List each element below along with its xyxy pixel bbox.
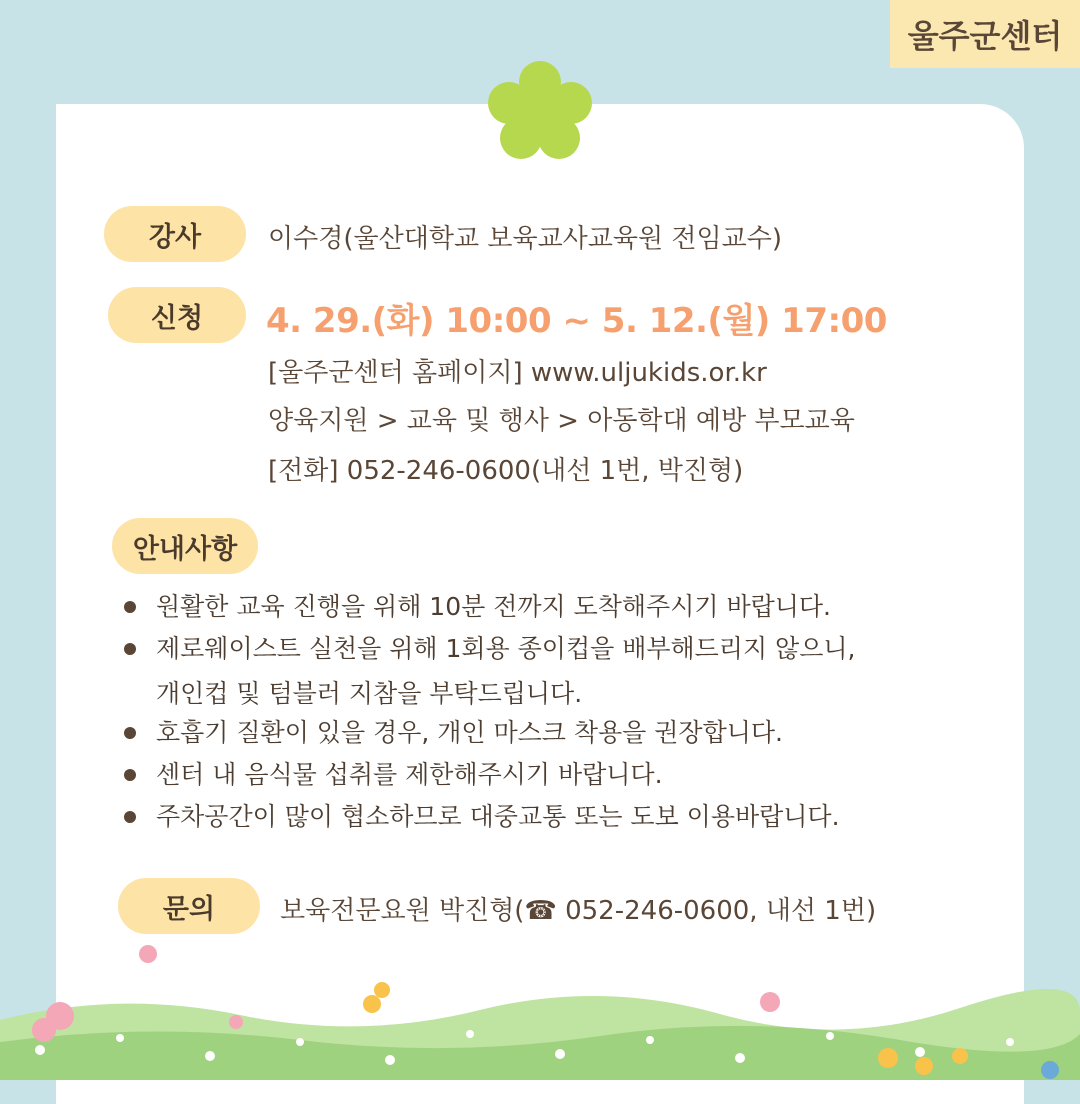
list-item: 호흡기 질환이 있을 경우, 개인 마스크 착용을 권장합니다. [122,712,855,754]
list-item: 제로웨이스트 실천을 위해 1회용 종이컵을 배부해드리지 않으니, [122,628,855,670]
notice-label: 안내사항 [112,518,258,574]
list-item: 주차공간이 많이 협소하므로 대중교통 또는 도보 이용바랍니다. [122,796,855,838]
notice-list [122,586,855,838]
application-phone: [전화] 052-246-0600(내선 1번, 박진형) [268,456,744,486]
application-homepage: [울주군센터 홈페이지] www.uljukids.or.kr [268,358,767,388]
lecturer-value: 이수경(울산대학교 보육교사교육원 전임교수) [268,224,783,254]
list-item: 원활한 교육 진행을 위해 10분 전까지 도착해주시기 바랍니다. [122,586,855,628]
list-item: 센터 내 음식물 섭취를 제한해주시기 바랍니다. [122,754,855,796]
inquiry-value: 보육전문요원 박진형(☎ 052-246-0600, 내선 1번) [280,896,877,926]
center-name-badge: 울주군센터 [890,0,1080,68]
list-item-continuation: 개인컵 및 텀블러 지참을 부탁드립니다. [156,679,583,708]
inquiry-label: 문의 [118,878,260,934]
application-label: 신청 [108,287,246,343]
flower-icon [486,58,594,162]
application-period: 4. 29.(화) 10:00 ~ 5. 12.(월) 17:00 [266,301,887,341]
application-path: 양육지원 > 교육 및 행사 > 아동학대 예방 부모교육 [268,406,855,436]
lecturer-label: 강사 [104,206,246,262]
meadow-illustration [0,930,1080,1080]
